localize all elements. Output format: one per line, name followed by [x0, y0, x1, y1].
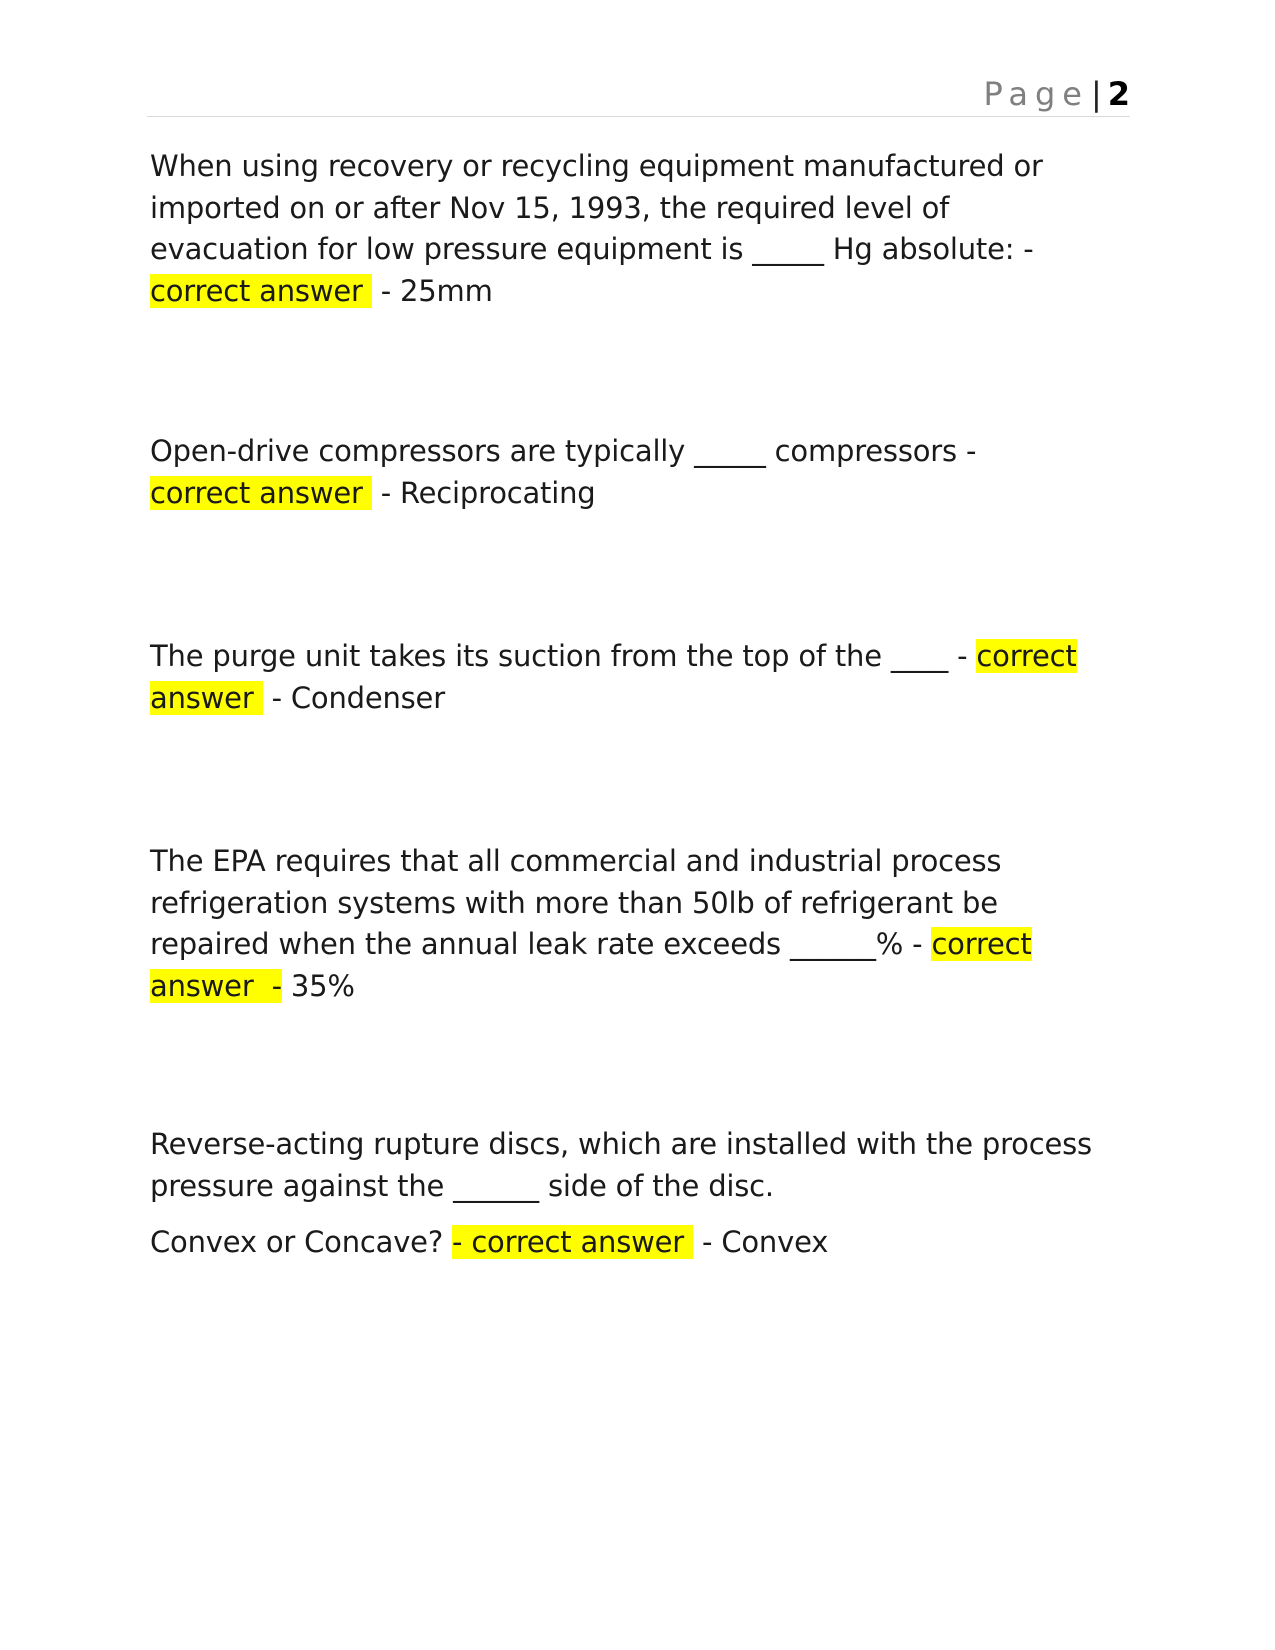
- answer-text: - Condenser: [262, 680, 445, 715]
- question-text: The purge unit takes its suction from the top of the ____ -: [150, 639, 977, 673]
- question-line: [150, 924, 1130, 966]
- correct-answer-highlight: correct: [976, 639, 1077, 673]
- answer-line: [150, 678, 1130, 720]
- question-line: Open-drive compressors are typically _____ compressors -: [150, 434, 977, 468]
- page-number: 2: [1107, 75, 1130, 113]
- page-word: Page: [983, 75, 1089, 113]
- answer-line: [150, 1222, 1130, 1264]
- answer-text: - Reciprocating: [371, 475, 596, 510]
- question-line: Reverse-acting rupture discs, which are installed with the process: [150, 1127, 1092, 1161]
- question-line: refrigeration systems with more than 50lb of refrigerant be: [150, 885, 998, 920]
- correct-answer-highlight: correct: [931, 927, 1032, 961]
- qa-item-2: [150, 431, 1130, 514]
- answer-line: [150, 966, 1130, 1008]
- page-number-label: [983, 74, 1130, 114]
- answer-text: - 25mm: [371, 273, 493, 308]
- qa-item-5: [150, 1124, 1130, 1264]
- answer-text: - Convex: [693, 1225, 829, 1259]
- qa-item-1: [150, 146, 1130, 312]
- question-text: Convex or Concave?: [150, 1225, 453, 1259]
- question-line: [150, 636, 1130, 678]
- page-header: [147, 60, 1130, 117]
- correct-answer-highlight: - correct answer: [452, 1225, 693, 1259]
- correct-answer-highlight: correct answer: [150, 274, 372, 308]
- qa-item-3: [150, 636, 1130, 719]
- question-line: evacuation for low pressure equipment is _____ Hg absolute: -: [150, 232, 1034, 266]
- page-separator: |: [1090, 75, 1102, 113]
- correct-answer-highlight: answer: [150, 681, 263, 715]
- correct-answer-highlight: answer -: [150, 968, 282, 1003]
- qa-item-4: [150, 841, 1130, 1007]
- question-text: repaired when the annual leak rate exceeds ______% -: [150, 927, 932, 961]
- answer-text: 35%: [281, 968, 355, 1003]
- question-line: imported on or after Nov 15, 1993, the required level of: [150, 190, 950, 225]
- question-line: pressure against the ______ side of the disc.: [150, 1168, 774, 1203]
- question-line: The EPA requires that all commercial and industrial process: [150, 844, 1002, 878]
- answer-line: [150, 473, 1130, 515]
- correct-answer-highlight: correct answer: [150, 476, 372, 510]
- answer-line: [150, 271, 1130, 313]
- question-line: When using recovery or recycling equipment manufactured or: [150, 149, 1043, 183]
